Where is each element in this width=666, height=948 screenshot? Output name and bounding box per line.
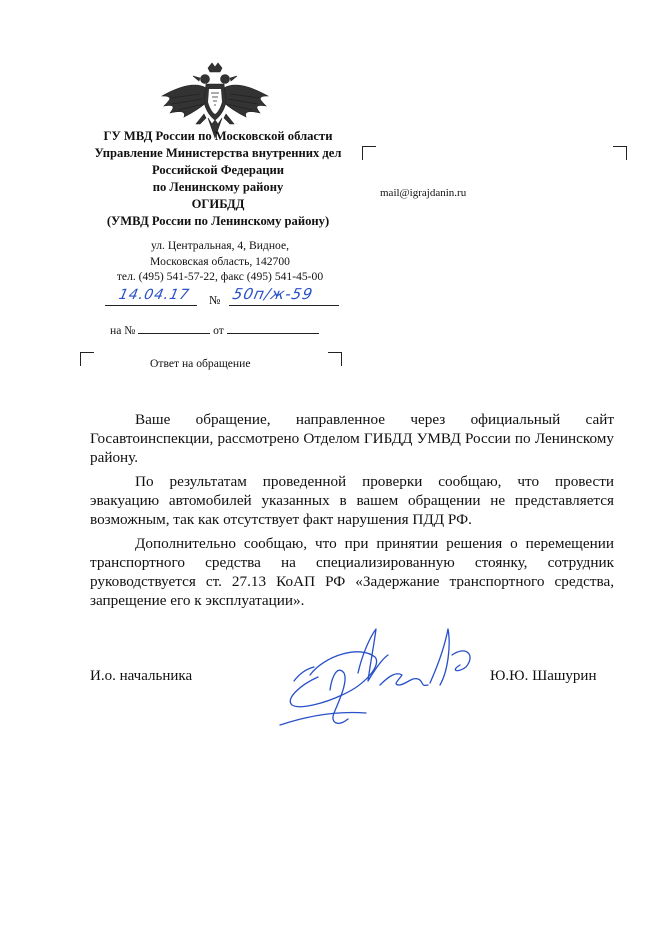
body-paragraph-3: Дополнительно сообщаю, что при принятии решения о перемещении транспортного средства на специализированную стоянку, сотрудник руководствуется ст. 27.13 КоАП РФ «Задержание транспортного средства, запрещение его к эксплуатации». <box>90 535 614 609</box>
address-block <box>95 238 345 285</box>
letter-body <box>90 410 614 615</box>
subject-line: Ответ на обращение <box>150 357 251 370</box>
reference-date-blank <box>227 323 319 334</box>
registration-date-handwritten: 14.04.17 <box>117 287 192 303</box>
registration-number-underline <box>229 305 339 306</box>
org-line-3: Российской Федерации <box>151 163 285 177</box>
signatory-name: Ю.Ю. Шашурин <box>490 668 597 684</box>
reference-number-blank <box>138 323 210 334</box>
organization-header <box>60 128 376 230</box>
recipient-corner-right <box>613 146 627 160</box>
body-paragraph-1: Ваше обращение, направленное через официальный сайт Госавтоинспекции, рассмотрено Отделом ГИБДД УМВД России по Ленинскому району. <box>90 411 614 466</box>
address-line-1: ул. Центральная, 4, Видное, <box>150 239 289 252</box>
recipient-corner-left <box>362 146 376 160</box>
subject-corner-left <box>80 352 94 366</box>
body-paragraph-2: По результатам проведенной проверки сообщаю, что провести эвакуацию автомобилей указанных в вашем обращении не представляется возможным, так как отсутствует факт нарушения ПДД РФ. <box>90 473 614 528</box>
org-line-6: (УМВД России по Ленинскому району) <box>106 214 330 228</box>
address-line-3: тел. (495) 541-57-22, факс (495) 541-45-00 <box>116 270 324 283</box>
reference-date-label: от <box>213 324 224 337</box>
registration-date-underline <box>105 305 197 306</box>
registration-line <box>105 283 345 309</box>
registration-number-handwritten: 50п/ж-59 <box>231 285 315 303</box>
reference-line <box>110 323 319 337</box>
handwritten-signature-icon <box>270 615 485 740</box>
registration-number-label: № <box>209 293 221 307</box>
org-line-4: по Ленинскому району <box>152 180 284 194</box>
org-line-5: ОГИБДД <box>191 197 245 211</box>
reference-number-label: на № <box>110 324 136 337</box>
org-line-2: Управление Министерства внутренних дел <box>94 146 342 160</box>
address-line-2: Московская область, 142700 <box>150 254 290 268</box>
recipient-email: mail@igrajdanin.ru <box>380 187 467 199</box>
signatory-position: И.о. начальника <box>90 668 193 684</box>
org-line-1: ГУ МВД России по Московской области <box>103 129 333 143</box>
subject-corner-right <box>328 352 342 366</box>
